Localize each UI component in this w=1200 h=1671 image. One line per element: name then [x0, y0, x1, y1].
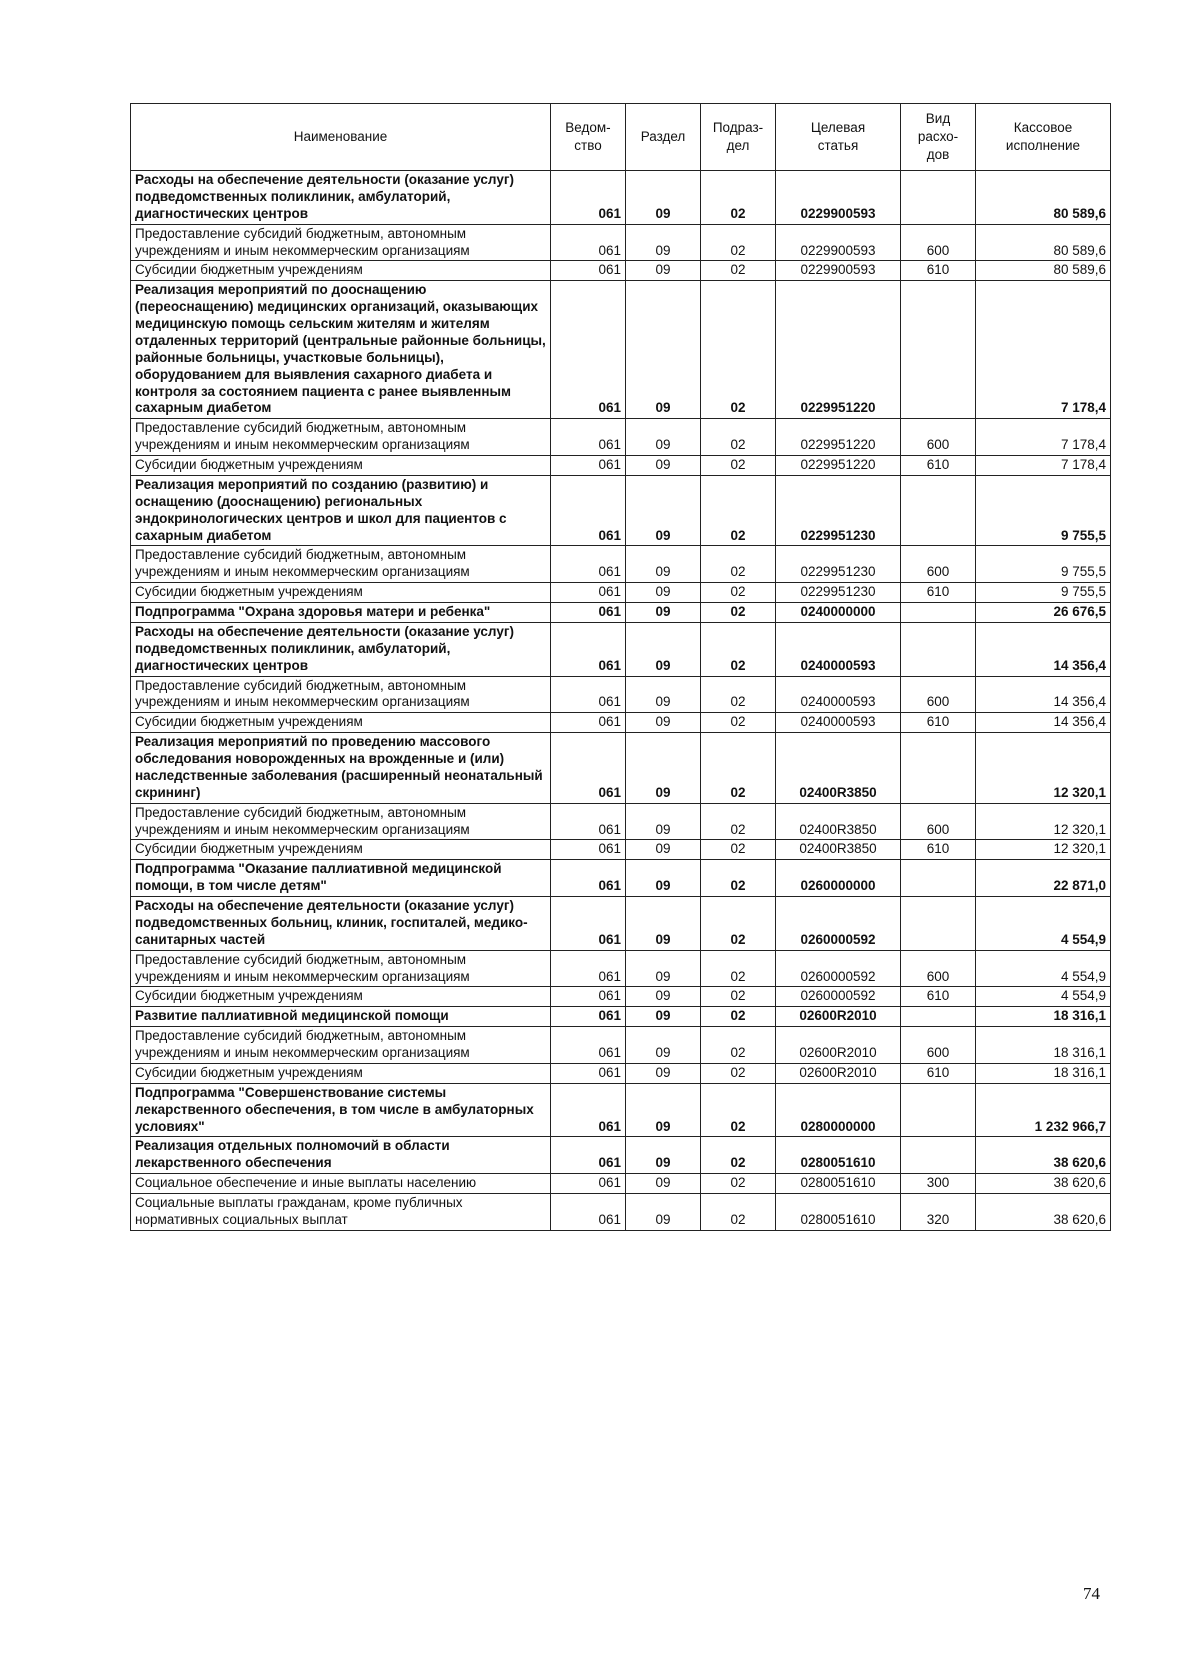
cell-vid-rashodov: 300: [901, 1174, 976, 1194]
cell-razdel: 09: [626, 1194, 701, 1231]
cell-kassovoe-ispolnenie: 14 356,4: [976, 676, 1111, 713]
cell-kassovoe-ispolnenie: 12 320,1: [976, 733, 1111, 804]
cell-celevaya-statya: 0229951220: [776, 281, 901, 419]
cell-vid-rashodov: [901, 1137, 976, 1174]
cell-vedomstvo: 061: [551, 950, 626, 987]
cell-podrazdel: 02: [701, 840, 776, 860]
cell-name: Реализация мероприятий по созданию (развитию) и оснащению (дооснащению) региональных эндокринологических центров и школ для пациентов с сахарным диабетом: [131, 475, 551, 546]
cell-vedomstvo: 061: [551, 803, 626, 840]
budget-table: [130, 103, 1111, 1231]
cell-vid-rashodov: 600: [901, 546, 976, 583]
cell-kassovoe-ispolnenie: 7 178,4: [976, 419, 1111, 456]
table-row: [131, 224, 1111, 261]
cell-razdel: 09: [626, 1007, 701, 1027]
cell-kassovoe-ispolnenie: 9 755,5: [976, 546, 1111, 583]
table-row: [131, 475, 1111, 546]
table-row: [131, 1063, 1111, 1083]
cell-vid-rashodov: 600: [901, 419, 976, 456]
cell-vid-rashodov: [901, 860, 976, 897]
cell-vid-rashodov: 610: [901, 1063, 976, 1083]
cell-razdel: 09: [626, 281, 701, 419]
cell-podrazdel: 02: [701, 456, 776, 476]
cell-razdel: 09: [626, 840, 701, 860]
cell-kassovoe-ispolnenie: 9 755,5: [976, 475, 1111, 546]
cell-vid-rashodov: 610: [901, 840, 976, 860]
cell-celevaya-statya: 0229951220: [776, 419, 901, 456]
cell-podrazdel: 02: [701, 987, 776, 1007]
table-row: [131, 419, 1111, 456]
cell-celevaya-statya: 0229951230: [776, 583, 901, 603]
header-celevaya-statya: Целевая статья: [776, 104, 901, 171]
cell-name: Субсидии бюджетным учреждениям: [131, 583, 551, 603]
table-row: [131, 860, 1111, 897]
cell-razdel: 09: [626, 733, 701, 804]
cell-celevaya-statya: 0260000592: [776, 897, 901, 951]
cell-name: Расходы на обеспечение деятельности (оказание услуг) подведомственных поликлиник, амбулаторий, диагностических центров: [131, 171, 551, 225]
cell-razdel: 09: [626, 622, 701, 676]
table-row: [131, 1083, 1111, 1137]
cell-podrazdel: 02: [701, 1194, 776, 1231]
header-podrazdel: Подраз- дел: [701, 104, 776, 171]
cell-vid-rashodov: 610: [901, 987, 976, 1007]
cell-podrazdel: 02: [701, 622, 776, 676]
table-row: [131, 1007, 1111, 1027]
cell-vedomstvo: 061: [551, 546, 626, 583]
cell-vid-rashodov: 320: [901, 1194, 976, 1231]
cell-celevaya-statya: 0229900593: [776, 171, 901, 225]
cell-kassovoe-ispolnenie: 80 589,6: [976, 224, 1111, 261]
table-row: [131, 261, 1111, 281]
cell-vedomstvo: 061: [551, 224, 626, 261]
cell-kassovoe-ispolnenie: 4 554,9: [976, 987, 1111, 1007]
cell-vedomstvo: 061: [551, 1027, 626, 1064]
cell-podrazdel: 02: [701, 419, 776, 456]
cell-kassovoe-ispolnenie: 18 316,1: [976, 1007, 1111, 1027]
cell-name: Подпрограмма "Совершенствование системы лекарственного обеспечения, в том числе в амбулаторных условиях": [131, 1083, 551, 1137]
cell-vid-rashodov: 610: [901, 583, 976, 603]
cell-name: Расходы на обеспечение деятельности (оказание услуг) подведомственных больниц, клиник, госпиталей, медико-санитарных частей: [131, 897, 551, 951]
table-row: [131, 987, 1111, 1007]
cell-celevaya-statya: 0260000592: [776, 987, 901, 1007]
cell-kassovoe-ispolnenie: 12 320,1: [976, 840, 1111, 860]
cell-vedomstvo: 061: [551, 1063, 626, 1083]
cell-razdel: 09: [626, 1063, 701, 1083]
cell-name: Подпрограмма "Оказание паллиативной медицинской помощи, в том числе детям": [131, 860, 551, 897]
page-number: 74: [1083, 1584, 1100, 1603]
cell-vid-rashodov: [901, 475, 976, 546]
cell-vedomstvo: 061: [551, 603, 626, 623]
cell-vedomstvo: 061: [551, 281, 626, 419]
cell-name: Предоставление субсидий бюджетным, автономным учреждениям и иным некоммерческим организациям: [131, 803, 551, 840]
cell-celevaya-statya: 02600R2010: [776, 1007, 901, 1027]
cell-celevaya-statya: 02400R3850: [776, 803, 901, 840]
cell-vid-rashodov: 610: [901, 261, 976, 281]
cell-vid-rashodov: 610: [901, 713, 976, 733]
cell-podrazdel: 02: [701, 676, 776, 713]
cell-razdel: 09: [626, 950, 701, 987]
cell-vedomstvo: 061: [551, 171, 626, 225]
cell-vid-rashodov: [901, 1007, 976, 1027]
cell-kassovoe-ispolnenie: 14 356,4: [976, 622, 1111, 676]
cell-name: Социальные выплаты гражданам, кроме публичных нормативных социальных выплат: [131, 1194, 551, 1231]
cell-vid-rashodov: 610: [901, 456, 976, 476]
cell-vedomstvo: 061: [551, 261, 626, 281]
table-row: [131, 1194, 1111, 1231]
cell-vid-rashodov: [901, 622, 976, 676]
cell-kassovoe-ispolnenie: 80 589,6: [976, 171, 1111, 225]
cell-name: Реализация отдельных полномочий в области лекарственного обеспечения: [131, 1137, 551, 1174]
cell-kassovoe-ispolnenie: 80 589,6: [976, 261, 1111, 281]
cell-podrazdel: 02: [701, 1083, 776, 1137]
cell-vid-rashodov: 600: [901, 224, 976, 261]
cell-celevaya-statya: 0229951220: [776, 456, 901, 476]
cell-vid-rashodov: [901, 733, 976, 804]
cell-razdel: 09: [626, 860, 701, 897]
cell-razdel: 09: [626, 224, 701, 261]
cell-podrazdel: 02: [701, 603, 776, 623]
cell-vedomstvo: 061: [551, 840, 626, 860]
table-body: [131, 171, 1111, 1231]
cell-razdel: 09: [626, 603, 701, 623]
cell-name: Расходы на обеспечение деятельности (оказание услуг) подведомственных поликлиник, амбулаторий, диагностических центров: [131, 622, 551, 676]
cell-vedomstvo: 061: [551, 897, 626, 951]
cell-razdel: 09: [626, 171, 701, 225]
cell-vedomstvo: 061: [551, 419, 626, 456]
cell-vid-rashodov: [901, 281, 976, 419]
cell-name: Субсидии бюджетным учреждениям: [131, 840, 551, 860]
cell-name: Субсидии бюджетным учреждениям: [131, 261, 551, 281]
cell-name: Субсидии бюджетным учреждениям: [131, 987, 551, 1007]
cell-celevaya-statya: 0229951230: [776, 546, 901, 583]
cell-podrazdel: 02: [701, 733, 776, 804]
cell-podrazdel: 02: [701, 1027, 776, 1064]
cell-celevaya-statya: 0240000000: [776, 603, 901, 623]
cell-razdel: 09: [626, 546, 701, 583]
cell-podrazdel: 02: [701, 224, 776, 261]
cell-podrazdel: 02: [701, 950, 776, 987]
cell-kassovoe-ispolnenie: 14 356,4: [976, 713, 1111, 733]
table-row: [131, 1137, 1111, 1174]
cell-razdel: 09: [626, 456, 701, 476]
cell-podrazdel: 02: [701, 281, 776, 419]
cell-vid-rashodov: 600: [901, 803, 976, 840]
cell-podrazdel: 02: [701, 803, 776, 840]
cell-vedomstvo: 061: [551, 733, 626, 804]
cell-name: Предоставление субсидий бюджетным, автономным учреждениям и иным некоммерческим организациям: [131, 546, 551, 583]
cell-razdel: 09: [626, 1137, 701, 1174]
cell-name: Предоставление субсидий бюджетным, автономным учреждениям и иным некоммерческим организациям: [131, 950, 551, 987]
cell-vedomstvo: 061: [551, 1007, 626, 1027]
cell-name: Подпрограмма "Охрана здоровья матери и ребенка": [131, 603, 551, 623]
header-razdel: Раздел: [626, 104, 701, 171]
cell-podrazdel: 02: [701, 1007, 776, 1027]
cell-podrazdel: 02: [701, 1063, 776, 1083]
cell-vedomstvo: 061: [551, 1083, 626, 1137]
cell-razdel: 09: [626, 676, 701, 713]
cell-podrazdel: 02: [701, 860, 776, 897]
cell-podrazdel: 02: [701, 546, 776, 583]
cell-razdel: 09: [626, 475, 701, 546]
cell-podrazdel: 02: [701, 1137, 776, 1174]
cell-razdel: 09: [626, 987, 701, 1007]
cell-podrazdel: 02: [701, 583, 776, 603]
cell-podrazdel: 02: [701, 1174, 776, 1194]
header-name: Наименование: [131, 104, 551, 171]
table-row: [131, 840, 1111, 860]
cell-celevaya-statya: 0260000000: [776, 860, 901, 897]
cell-celevaya-statya: 0260000592: [776, 950, 901, 987]
cell-vedomstvo: 061: [551, 860, 626, 897]
header-vedomstvo: Ведом- ство: [551, 104, 626, 171]
table-row: [131, 281, 1111, 419]
cell-name: Предоставление субсидий бюджетным, автономным учреждениям и иным некоммерческим организациям: [131, 419, 551, 456]
cell-kassovoe-ispolnenie: 4 554,9: [976, 950, 1111, 987]
table-row: [131, 622, 1111, 676]
cell-razdel: 09: [626, 713, 701, 733]
table-header-row: [131, 104, 1111, 171]
cell-vedomstvo: 061: [551, 713, 626, 733]
cell-vid-rashodov: [901, 1083, 976, 1137]
cell-celevaya-statya: 0280051610: [776, 1194, 901, 1231]
cell-vedomstvo: 061: [551, 987, 626, 1007]
cell-razdel: 09: [626, 261, 701, 281]
cell-kassovoe-ispolnenie: 9 755,5: [976, 583, 1111, 603]
table-row: [131, 713, 1111, 733]
header-vid-rashodov: Вид расхо- дов: [901, 104, 976, 171]
cell-name: Реализация мероприятий по дооснащению (переоснащению) медицинских организаций, оказывающих медицинскую помощь сельским жителям и жителям отдаленных территорий (центральные районные больницы, районные больницы, участковые больницы), оборудованием для выявления сахарного диабета и контроля за состоянием пациента с ранее выявленным сахарным диабетом: [131, 281, 551, 419]
cell-celevaya-statya: 0229951230: [776, 475, 901, 546]
cell-celevaya-statya: 0229900593: [776, 261, 901, 281]
cell-razdel: 09: [626, 897, 701, 951]
cell-kassovoe-ispolnenie: 22 871,0: [976, 860, 1111, 897]
cell-kassovoe-ispolnenie: 1 232 966,7: [976, 1083, 1111, 1137]
cell-kassovoe-ispolnenie: 4 554,9: [976, 897, 1111, 951]
cell-kassovoe-ispolnenie: 38 620,6: [976, 1194, 1111, 1231]
table-row: [131, 1027, 1111, 1064]
cell-vedomstvo: 061: [551, 1194, 626, 1231]
cell-vid-rashodov: 600: [901, 676, 976, 713]
table-row: [131, 546, 1111, 583]
cell-razdel: 09: [626, 419, 701, 456]
cell-kassovoe-ispolnenie: 18 316,1: [976, 1063, 1111, 1083]
cell-kassovoe-ispolnenie: 18 316,1: [976, 1027, 1111, 1064]
cell-vid-rashodov: [901, 171, 976, 225]
cell-razdel: 09: [626, 803, 701, 840]
cell-vedomstvo: 061: [551, 676, 626, 713]
cell-kassovoe-ispolnenie: 26 676,5: [976, 603, 1111, 623]
table-row: [131, 1174, 1111, 1194]
cell-kassovoe-ispolnenie: 38 620,6: [976, 1174, 1111, 1194]
table-row: [131, 603, 1111, 623]
table-row: [131, 171, 1111, 225]
cell-celevaya-statya: 02400R3850: [776, 733, 901, 804]
table-row: [131, 733, 1111, 804]
cell-vedomstvo: 061: [551, 583, 626, 603]
cell-kassovoe-ispolnenie: 7 178,4: [976, 456, 1111, 476]
cell-kassovoe-ispolnenie: 12 320,1: [976, 803, 1111, 840]
cell-name: Предоставление субсидий бюджетным, автономным учреждениям и иным некоммерческим организациям: [131, 224, 551, 261]
cell-razdel: 09: [626, 1027, 701, 1064]
cell-celevaya-statya: 0280051610: [776, 1137, 901, 1174]
cell-vedomstvo: 061: [551, 1174, 626, 1194]
cell-name: Субсидии бюджетным учреждениям: [131, 713, 551, 733]
table-row: [131, 583, 1111, 603]
cell-name: Предоставление субсидий бюджетным, автономным учреждениям и иным некоммерческим организациям: [131, 676, 551, 713]
cell-celevaya-statya: 0240000593: [776, 713, 901, 733]
header-kassovoe-ispolnenie: Кассовое исполнение: [976, 104, 1111, 171]
cell-celevaya-statya: 0240000593: [776, 676, 901, 713]
table-row: [131, 950, 1111, 987]
cell-name: Социальное обеспечение и иные выплаты населению: [131, 1174, 551, 1194]
table-row: [131, 803, 1111, 840]
cell-kassovoe-ispolnenie: 7 178,4: [976, 281, 1111, 419]
cell-name: Предоставление субсидий бюджетным, автономным учреждениям и иным некоммерческим организациям: [131, 1027, 551, 1064]
cell-celevaya-statya: 02600R2010: [776, 1063, 901, 1083]
cell-podrazdel: 02: [701, 897, 776, 951]
cell-vedomstvo: 061: [551, 475, 626, 546]
cell-vedomstvo: 061: [551, 456, 626, 476]
cell-celevaya-statya: 0229900593: [776, 224, 901, 261]
table-row: [131, 676, 1111, 713]
cell-vedomstvo: 061: [551, 622, 626, 676]
cell-celevaya-statya: 0280051610: [776, 1174, 901, 1194]
cell-vid-rashodov: [901, 897, 976, 951]
cell-name: Развитие паллиативной медицинской помощи: [131, 1007, 551, 1027]
cell-celevaya-statya: 02400R3850: [776, 840, 901, 860]
table-row: [131, 897, 1111, 951]
cell-razdel: 09: [626, 583, 701, 603]
cell-vedomstvo: 061: [551, 1137, 626, 1174]
cell-vid-rashodov: 600: [901, 950, 976, 987]
cell-podrazdel: 02: [701, 475, 776, 546]
cell-razdel: 09: [626, 1174, 701, 1194]
cell-kassovoe-ispolnenie: 38 620,6: [976, 1137, 1111, 1174]
cell-name: Субсидии бюджетным учреждениям: [131, 1063, 551, 1083]
cell-podrazdel: 02: [701, 261, 776, 281]
cell-vid-rashodov: 600: [901, 1027, 976, 1064]
cell-celevaya-statya: 0280000000: [776, 1083, 901, 1137]
cell-podrazdel: 02: [701, 713, 776, 733]
table-row: [131, 456, 1111, 476]
cell-vid-rashodov: [901, 603, 976, 623]
cell-razdel: 09: [626, 1083, 701, 1137]
cell-name: Реализация мероприятий по проведению массового обследования новорожденных на врожденные и (или) наследственные заболевания (расширенный неонатальный скрининг): [131, 733, 551, 804]
cell-celevaya-statya: 0240000593: [776, 622, 901, 676]
cell-celevaya-statya: 02600R2010: [776, 1027, 901, 1064]
cell-podrazdel: 02: [701, 171, 776, 225]
cell-name: Субсидии бюджетным учреждениям: [131, 456, 551, 476]
